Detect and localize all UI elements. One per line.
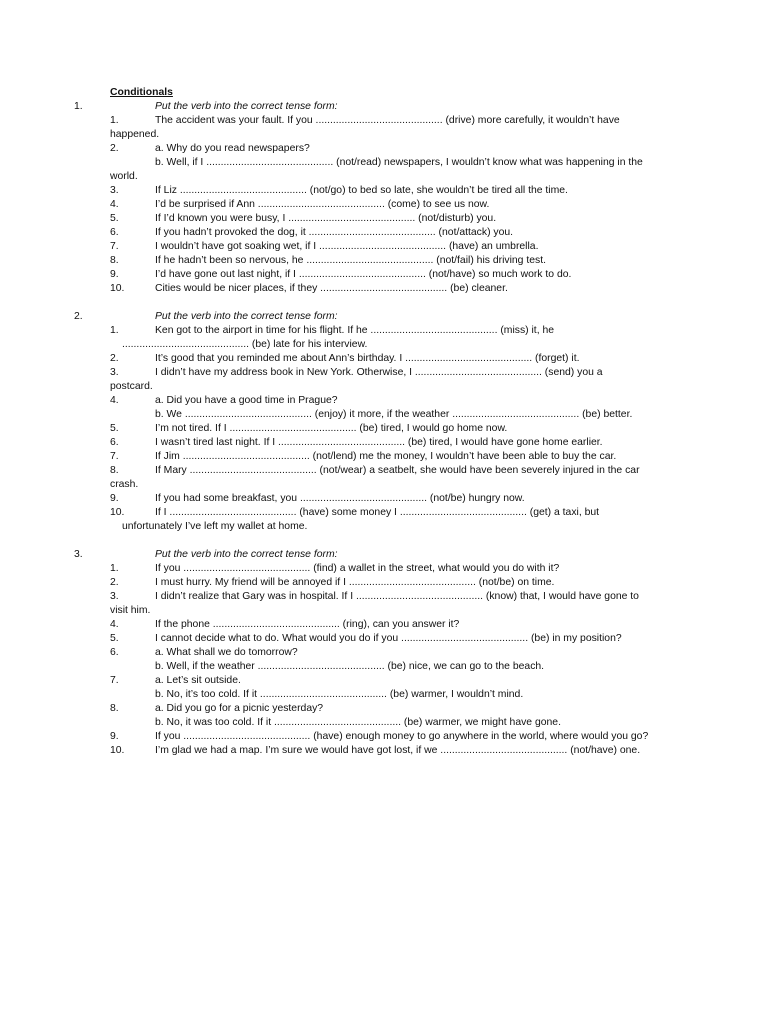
item-text: a. Let’s sit outside. [155, 675, 241, 686]
section-number: 1. [74, 101, 83, 112]
item-text-continued: unfortunately I’ve left my wallet at home. [122, 521, 308, 532]
item-text: Cities would be nicer places, if they ............................................ (be) cleaner. [155, 283, 508, 294]
page-title: Conditionals [110, 87, 173, 98]
section-instruction: Put the verb into the correct tense form: [155, 311, 338, 322]
item-number: 10. [110, 507, 125, 518]
item-text: If he hadn’t been so nervous, he ............................................ (not/fail) his driving test. [155, 255, 546, 266]
item-text: b. Well, if the weather ............................................ (be) nice, we can go to the beach. [155, 661, 545, 672]
item-number: 4. [110, 395, 119, 406]
section-number: 2. [74, 311, 83, 322]
section-number: 3. [74, 549, 83, 560]
item-text-continued: postcard. [110, 381, 153, 392]
item-number: 1. [110, 325, 119, 336]
item-text: I didn’t have my address book in New York. Otherwise, I ............................................ (send) you a [155, 367, 603, 378]
item-text: I cannot decide what to do. What would you do if you ............................................ (be) in my position? [155, 633, 622, 644]
item-number: 1. [110, 115, 119, 126]
item-text: a. What shall we do tomorrow? [155, 647, 298, 658]
item-text: I’m glad we had a map. I’m sure we would have got lost, if we ............................................ (not/have) one. [155, 745, 641, 756]
item-number: 7. [110, 451, 119, 462]
item-number: 9. [110, 493, 119, 504]
item-number: 4. [110, 199, 119, 210]
item-text: If Jim ............................................ (not/lend) me the money, I wouldn’t have been able to buy the car. [155, 451, 617, 462]
item-text: b. No, it was too cold. If it ............................................ (be) warmer, we might have gone. [155, 717, 561, 728]
item-number: 5. [110, 213, 119, 224]
item-number: 6. [110, 227, 119, 238]
item-text: I’m not tired. If I ............................................ (be) tired, I would go home now. [155, 423, 508, 434]
item-text-continued: world. [110, 171, 138, 182]
item-text: b. We ............................................ (enjoy) it more, if the weather ............................................ (be) better. [155, 409, 633, 420]
item-text: I didn’t realize that Gary was in hospital. If I ............................................ (know) that, I would have gone to [155, 591, 639, 602]
item-number: 3. [110, 367, 119, 378]
item-text: The accident was your fault. If you ............................................ (drive) more carefully, it wouldn’t have [155, 115, 620, 126]
item-text: If Mary ............................................ (not/wear) a seatbelt, she would have been severely injured in the car [155, 465, 640, 476]
item-text: If you had some breakfast, you ............................................ (not/be) hungry now. [155, 493, 525, 504]
item-text: If I’d known you were busy, I ............................................ (not/disturb) you. [155, 213, 497, 224]
item-number: 7. [110, 241, 119, 252]
item-text: a. Did you go for a picnic yesterday? [155, 703, 324, 714]
item-text: If I ............................................ (have) some money I ............................................ (get) a taxi, but [155, 507, 600, 518]
item-text-continued: happened. [110, 129, 160, 140]
section-instruction: Put the verb into the correct tense form: [155, 101, 338, 112]
item-text: If the phone ............................................ (ring), can you answer it? [155, 619, 460, 630]
item-number: 8. [110, 255, 119, 266]
item-text: It’s good that you reminded me about Ann’s birthday. I ............................................ (forget) it. [155, 353, 580, 364]
item-number: 3. [110, 185, 119, 196]
item-text: b. No, it’s too cold. If it ............................................ (be) warmer, I wouldn’t mind. [155, 689, 524, 700]
item-number: 2. [110, 353, 119, 364]
item-text: If you hadn’t provoked the dog, it ............................................ (not/attack) you. [155, 227, 514, 238]
item-number: 8. [110, 703, 119, 714]
item-text-continued: crash. [110, 479, 139, 490]
item-number: 4. [110, 619, 119, 630]
item-text: I must hurry. My friend will be annoyed if I ............................................ (not/be) on time. [155, 577, 555, 588]
item-text: a. Why do you read newspapers? [155, 143, 310, 154]
item-text-continued: visit him. [110, 605, 151, 616]
item-text: I’d be surprised if Ann ............................................ (come) to see us now. [155, 199, 490, 210]
item-text: If Liz ............................................ (not/go) to bed so late, she wouldn’t be tired all the time. [155, 185, 568, 196]
item-number: 9. [110, 269, 119, 280]
item-number: 5. [110, 423, 119, 434]
item-text: I wasn’t tired last night. If I ............................................ (be) tired, I would have gone home earlier. [155, 437, 603, 448]
item-text: Ken got to the airport in time for his flight. If he ............................................ (miss) it, he [155, 325, 555, 336]
item-number: 6. [110, 647, 119, 658]
item-number: 10. [110, 283, 125, 294]
item-text: If you ............................................ (have) enough money to go anywhere in the world, where would you go? [155, 731, 649, 742]
item-number: 2. [110, 143, 119, 154]
item-text: b. Well, if I ............................................ (not/read) newspapers, I wouldn’t know what was happening in the [155, 157, 643, 168]
item-text: I’d have gone out last night, if I ............................................ (not/have) so much work to do. [155, 269, 572, 280]
section-instruction: Put the verb into the correct tense form: [155, 549, 338, 560]
item-number: 2. [110, 577, 119, 588]
item-text: If you ............................................ (find) a wallet in the street, what would you do with it? [155, 563, 560, 574]
item-number: 8. [110, 465, 119, 476]
item-text-continued: ............................................ (be) late for his interview. [122, 339, 368, 350]
item-number: 3. [110, 591, 119, 602]
item-number: 7. [110, 675, 119, 686]
item-text: a. Did you have a good time in Prague? [155, 395, 338, 406]
item-number: 5. [110, 633, 119, 644]
item-text: I wouldn’t have got soaking wet, if I ............................................ (have) an umbrella. [155, 241, 539, 252]
item-number: 10. [110, 745, 125, 756]
item-number: 9. [110, 731, 119, 742]
item-number: 1. [110, 563, 119, 574]
item-number: 6. [110, 437, 119, 448]
